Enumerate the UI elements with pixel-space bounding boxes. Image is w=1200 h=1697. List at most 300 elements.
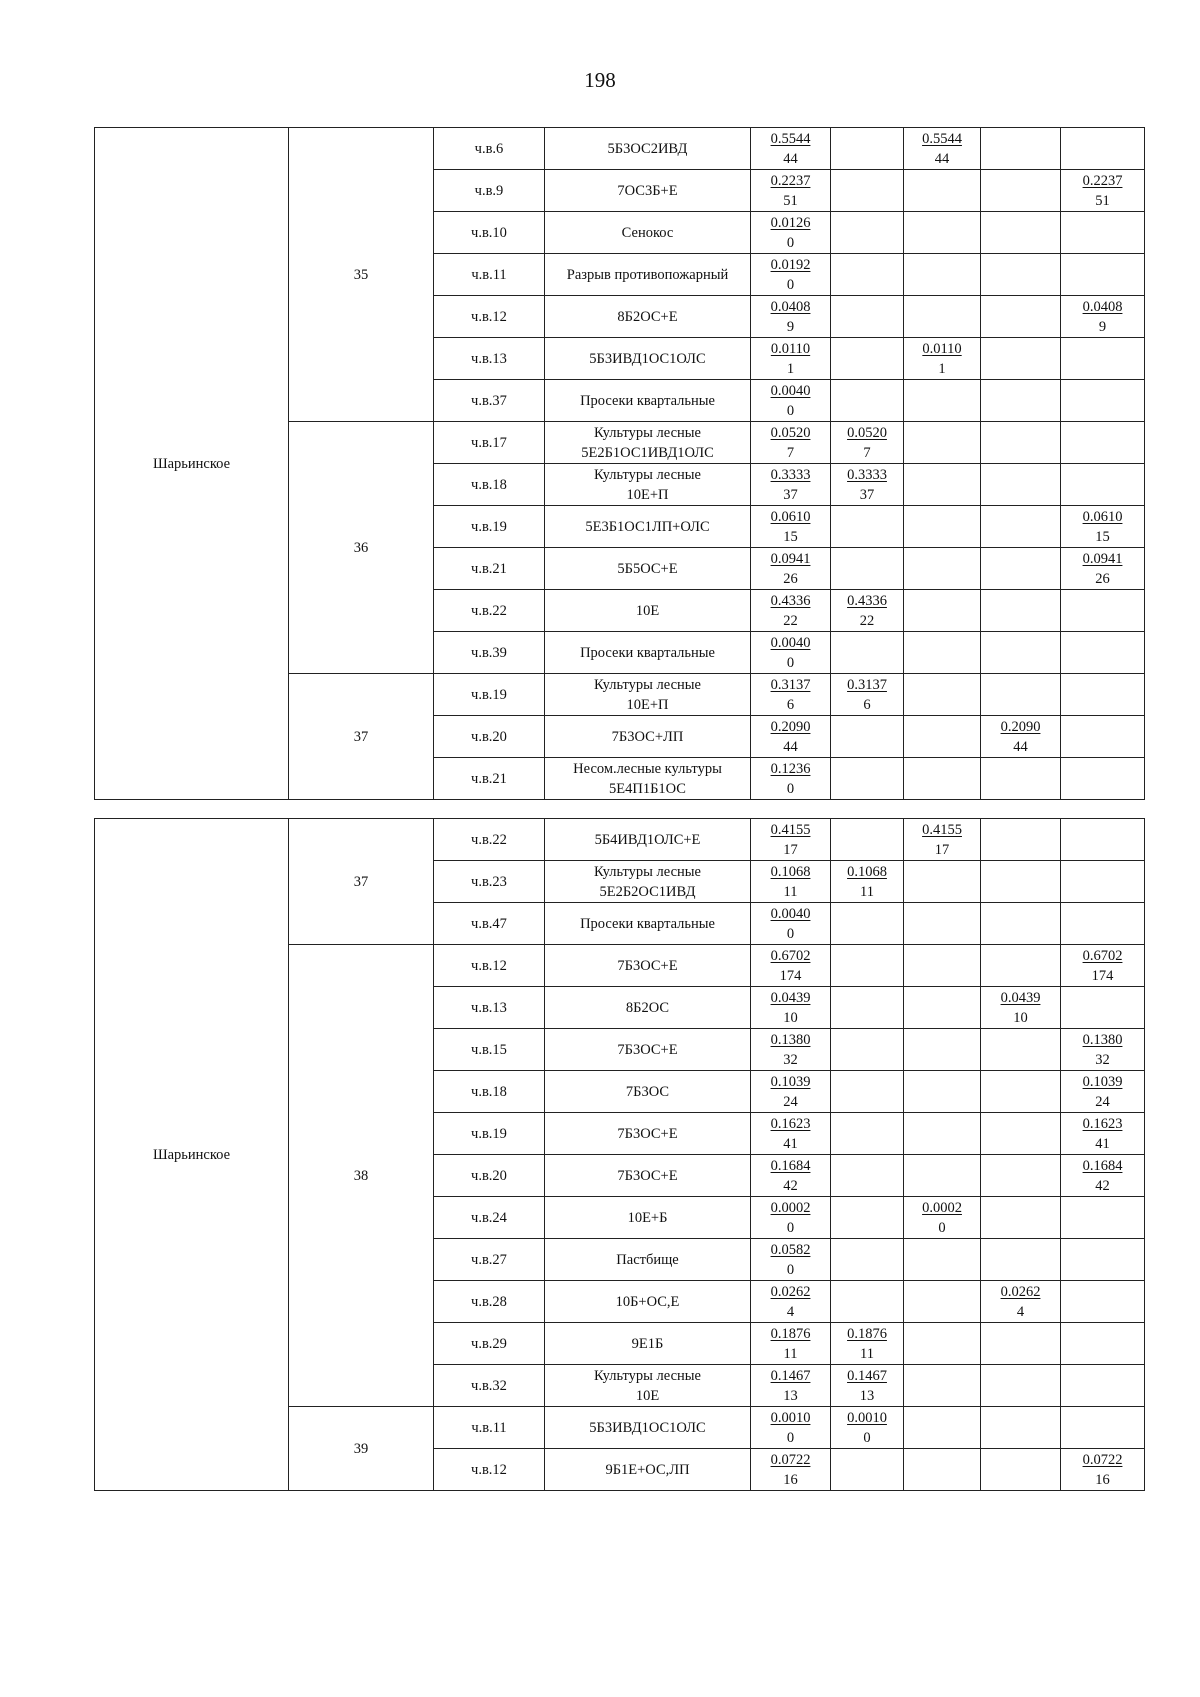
category-area-cell [831, 861, 904, 903]
area-hectares: 0.0520 [847, 424, 887, 441]
area-volume: 37 [783, 486, 798, 503]
area-fraction [771, 1408, 811, 1448]
category-area-cell [904, 1071, 981, 1113]
category-area-cell [1061, 1113, 1145, 1155]
composition-cell [545, 716, 751, 758]
category-area-cell [904, 716, 981, 758]
category-area-cell [904, 380, 981, 422]
category-area-cell [831, 296, 904, 338]
category-area-cell [981, 1155, 1061, 1197]
area-volume: 9 [786, 318, 795, 335]
area-fraction [1001, 1282, 1041, 1322]
composition-line: Просеки квартальные [580, 644, 715, 661]
area-volume: 37 [859, 486, 875, 503]
category-area-cell [904, 674, 981, 716]
category-area-cell [981, 1323, 1061, 1365]
area-hectares: 0.2237 [1082, 172, 1123, 189]
forestry-cell: Шарьинское [95, 128, 289, 800]
area-hectares: 0.1380 [770, 1031, 811, 1048]
area-hectares: 0.1380 [1082, 1031, 1123, 1048]
area-hectares: 0.0941 [1082, 550, 1123, 567]
total-area-cell [751, 338, 831, 380]
total-area-cell [751, 903, 831, 945]
total-area-cell [751, 1239, 831, 1281]
total-area-cell [751, 254, 831, 296]
category-area-cell [831, 1029, 904, 1071]
category-area-cell [981, 548, 1061, 590]
area-hectares: 0.2237 [770, 172, 811, 189]
area-hectares: 0.0722 [770, 1451, 811, 1468]
composition-line: Культуры лесные [594, 466, 701, 483]
composition-cell [545, 1071, 751, 1113]
area-volume: 0 [786, 1219, 795, 1236]
area-hectares: 0.1068 [770, 863, 811, 880]
area-volume: 11 [783, 1345, 798, 1362]
category-area-cell [981, 128, 1061, 170]
composition-cell [545, 632, 751, 674]
category-area-cell [981, 819, 1061, 861]
quarter-cell: 37 [289, 819, 434, 945]
area-volume: 16 [783, 1471, 798, 1488]
area-fraction [771, 1198, 811, 1238]
area-hectares: 0.0520 [770, 424, 811, 441]
category-area-cell [1061, 1239, 1145, 1281]
category-area-cell [1061, 1155, 1145, 1197]
area-volume: 17 [783, 841, 798, 858]
composition-cell [545, 1029, 751, 1071]
area-fraction [922, 129, 962, 169]
category-area-cell [1061, 758, 1145, 800]
area-hectares: 0.0126 [770, 214, 811, 231]
table-row [95, 819, 1145, 861]
area-hectares: 0.4336 [770, 592, 811, 609]
plot-cell: ч.в.12 [434, 1449, 545, 1491]
category-area-cell [981, 1113, 1061, 1155]
category-area-cell [831, 819, 904, 861]
plot-cell: ч.в.6 [434, 128, 545, 170]
category-area-cell [904, 903, 981, 945]
plot-cell: ч.в.28 [434, 1281, 545, 1323]
plot-cell: ч.в.18 [434, 464, 545, 506]
area-volume: 1 [786, 360, 795, 377]
category-area-cell [831, 422, 904, 464]
area-fraction [771, 297, 811, 337]
area-volume: 0 [786, 1261, 795, 1278]
category-area-cell [904, 254, 981, 296]
area-fraction [771, 1030, 811, 1070]
composition-cell [545, 758, 751, 800]
category-area-cell [904, 819, 981, 861]
area-volume: 51 [783, 192, 798, 209]
area-hectares: 0.4155 [922, 821, 962, 838]
category-area-cell [1061, 1323, 1145, 1365]
category-area-cell [904, 1113, 981, 1155]
total-area-cell [751, 422, 831, 464]
area-volume: 13 [859, 1387, 875, 1404]
composition-line: 5Б3ОС2ИВД [607, 140, 688, 157]
area-hectares: 0.4336 [847, 592, 887, 609]
area-volume: 15 [1095, 528, 1110, 545]
category-area-cell [981, 1365, 1061, 1407]
composition-cell [545, 506, 751, 548]
composition-line: Пастбище [616, 1251, 679, 1268]
forestry-cell: Шарьинское [95, 819, 289, 1491]
area-hectares: 0.1467 [770, 1367, 811, 1384]
area-fraction [847, 1324, 887, 1364]
area-hectares: 0.1236 [770, 760, 811, 777]
area-fraction [1083, 1030, 1123, 1070]
page-number: 198 [584, 68, 616, 92]
area-volume: 41 [783, 1135, 798, 1152]
category-area-cell [904, 632, 981, 674]
area-hectares: 0.1467 [847, 1367, 887, 1384]
area-volume: 0 [786, 780, 795, 797]
plot-cell: ч.в.19 [434, 674, 545, 716]
category-area-cell [831, 170, 904, 212]
composition-line: 7Б3ОС+Е [617, 957, 678, 974]
category-area-cell [831, 674, 904, 716]
category-area-cell [981, 632, 1061, 674]
area-hectares: 0.3333 [770, 466, 811, 483]
composition-cell [545, 861, 751, 903]
area-fraction [771, 1366, 811, 1406]
total-area-cell [751, 548, 831, 590]
area-hectares: 0.0040 [770, 905, 811, 922]
area-fraction [1083, 1450, 1123, 1490]
composition-cell [545, 464, 751, 506]
area-volume: 24 [783, 1093, 798, 1110]
area-volume: 44 [934, 150, 950, 167]
category-area-cell [831, 1197, 904, 1239]
area-hectares: 0.2090 [770, 718, 811, 735]
category-area-cell [831, 464, 904, 506]
composition-cell [545, 170, 751, 212]
area-volume: 41 [1095, 1135, 1110, 1152]
total-area-cell [751, 819, 831, 861]
area-hectares: 0.0110 [922, 340, 962, 357]
composition-cell [545, 1365, 751, 1407]
total-area-cell [751, 212, 831, 254]
area-hectares: 0.0010 [847, 1409, 887, 1426]
category-area-cell [981, 212, 1061, 254]
total-area-cell [751, 861, 831, 903]
area-fraction [771, 423, 811, 463]
category-area-cell [904, 464, 981, 506]
category-area-cell [831, 1323, 904, 1365]
composition-line: Просеки квартальные [580, 392, 715, 409]
category-area-cell [831, 1071, 904, 1113]
composition-line: 10Е+П [626, 486, 669, 503]
category-area-cell [831, 1365, 904, 1407]
category-area-cell [831, 1281, 904, 1323]
area-hectares: 0.4155 [770, 821, 811, 838]
plot-cell: ч.в.19 [434, 506, 545, 548]
category-area-cell [831, 1449, 904, 1491]
area-volume: 10 [783, 1009, 798, 1026]
area-fraction [771, 213, 811, 253]
composition-line: 7ОС3Б+Е [617, 182, 678, 199]
area-hectares: 0.6702 [1082, 947, 1123, 964]
composition-line: 5Б5ОС+Е [617, 560, 678, 577]
category-area-cell [831, 632, 904, 674]
category-area-cell [981, 987, 1061, 1029]
composition-line: Несом.лесные культуры [573, 760, 722, 777]
total-area-cell [751, 674, 831, 716]
area-volume: 7 [786, 444, 795, 461]
category-area-cell [831, 212, 904, 254]
area-fraction [771, 1114, 811, 1154]
area-fraction [771, 255, 811, 295]
category-area-cell [1061, 632, 1145, 674]
area-fraction [847, 862, 887, 902]
category-area-cell [831, 1407, 904, 1449]
category-area-cell [1061, 464, 1145, 506]
area-volume: 32 [1095, 1051, 1110, 1068]
plot-cell: ч.в.32 [434, 1365, 545, 1407]
category-area-cell [1061, 380, 1145, 422]
category-area-cell [904, 1239, 981, 1281]
total-area-cell [751, 716, 831, 758]
category-area-cell [904, 506, 981, 548]
plot-cell: ч.в.12 [434, 945, 545, 987]
area-volume: 42 [783, 1177, 798, 1194]
plot-cell: ч.в.22 [434, 590, 545, 632]
area-fraction [771, 171, 811, 211]
category-area-cell [1061, 128, 1145, 170]
composition-cell [545, 945, 751, 987]
category-area-cell [831, 1113, 904, 1155]
category-area-cell [831, 548, 904, 590]
category-area-cell [981, 903, 1061, 945]
category-area-cell [981, 945, 1061, 987]
total-area-cell [751, 945, 831, 987]
composition-line: 10Е [635, 602, 660, 619]
total-area-cell [751, 987, 831, 1029]
forest-table [94, 818, 1145, 1491]
area-fraction [771, 549, 811, 589]
composition-line: 9Е1Б [631, 1335, 664, 1352]
plot-cell: ч.в.12 [434, 296, 545, 338]
category-area-cell [904, 1155, 981, 1197]
area-fraction [771, 1240, 811, 1280]
area-fraction [771, 1156, 811, 1196]
category-area-cell [904, 422, 981, 464]
category-area-cell [904, 1281, 981, 1323]
category-area-cell [904, 758, 981, 800]
total-area-cell [751, 1365, 831, 1407]
area-fraction [1083, 549, 1123, 589]
category-area-cell [904, 1449, 981, 1491]
category-area-cell [981, 380, 1061, 422]
area-hectares: 0.6702 [770, 947, 811, 964]
area-fraction [771, 339, 810, 379]
area-hectares: 0.1623 [1082, 1115, 1123, 1132]
composition-line: Культуры лесные [594, 863, 701, 880]
plot-cell: ч.в.17 [434, 422, 545, 464]
area-volume: 4 [786, 1303, 795, 1320]
area-hectares: 0.1684 [1082, 1157, 1123, 1174]
area-volume: 0 [786, 654, 795, 671]
composition-cell [545, 212, 751, 254]
area-hectares: 0.0040 [770, 634, 811, 651]
category-area-cell [1061, 212, 1145, 254]
category-area-cell [831, 1155, 904, 1197]
plot-cell: ч.в.20 [434, 1155, 545, 1197]
composition-cell [545, 1239, 751, 1281]
category-area-cell [981, 506, 1061, 548]
area-fraction [1083, 507, 1123, 547]
category-area-cell [904, 861, 981, 903]
composition-line: 7Б3ОС+ЛП [611, 728, 684, 745]
plot-cell: ч.в.20 [434, 716, 545, 758]
area-hectares: 0.0582 [770, 1241, 811, 1258]
area-fraction [771, 1282, 811, 1322]
category-area-cell [831, 590, 904, 632]
area-volume: 10 [1013, 1009, 1028, 1026]
composition-line: 7Б3ОС+Е [617, 1041, 678, 1058]
composition-line: Культуры лесные [594, 424, 701, 441]
area-hectares: 0.0110 [770, 340, 811, 357]
area-hectares: 0.0040 [770, 382, 811, 399]
composition-cell [545, 1407, 751, 1449]
composition-line: 10Е+П [626, 696, 669, 713]
category-area-cell [981, 1239, 1061, 1281]
category-area-cell [1061, 819, 1145, 861]
area-hectares: 0.2090 [1000, 718, 1041, 735]
quarter-cell: 37 [289, 674, 434, 800]
category-area-cell [831, 987, 904, 1029]
composition-line: 5Е4П1Б1ОС [609, 780, 686, 797]
category-area-cell [831, 254, 904, 296]
composition-line: 5Е2Б2ОС1ИВД [599, 883, 696, 900]
category-area-cell [904, 338, 981, 380]
area-volume: 44 [1013, 738, 1028, 755]
total-area-cell [751, 590, 831, 632]
area-volume: 42 [1095, 1177, 1110, 1194]
area-volume: 32 [783, 1051, 798, 1068]
area-hectares: 0.1039 [1082, 1073, 1123, 1090]
category-area-cell [981, 1197, 1061, 1239]
total-area-cell [751, 758, 831, 800]
area-fraction [771, 946, 811, 986]
area-hectares: 0.0002 [770, 1199, 811, 1216]
category-area-cell [904, 945, 981, 987]
area-volume: 4 [1016, 1303, 1025, 1320]
area-volume: 7 [863, 444, 871, 461]
category-area-cell [1061, 1449, 1145, 1491]
area-fraction [771, 904, 811, 944]
plot-cell: ч.в.15 [434, 1029, 545, 1071]
category-area-cell [831, 338, 904, 380]
area-volume: 44 [783, 738, 798, 755]
area-volume: 1 [938, 360, 946, 377]
category-area-cell [904, 1365, 981, 1407]
composition-cell [545, 338, 751, 380]
total-area-cell [751, 632, 831, 674]
category-area-cell [904, 170, 981, 212]
area-fraction [771, 381, 811, 421]
category-area-cell [981, 338, 1061, 380]
area-fraction [771, 507, 811, 547]
composition-line: 5Е2Б1ОС1ИВД1ОЛС [581, 444, 714, 461]
area-hectares: 0.0941 [770, 550, 811, 567]
composition-line: 7Б3ОС+Е [617, 1167, 678, 1184]
composition-cell [545, 380, 751, 422]
total-area-cell [751, 170, 831, 212]
total-area-cell [751, 464, 831, 506]
area-volume: 6 [863, 696, 871, 713]
area-volume: 11 [860, 1345, 874, 1362]
area-volume: 15 [783, 528, 798, 545]
category-area-cell [981, 1029, 1061, 1071]
category-area-cell [1061, 170, 1145, 212]
area-volume: 26 [1095, 570, 1110, 587]
quarter-cell: 39 [289, 1407, 434, 1491]
plot-cell: ч.в.11 [434, 1407, 545, 1449]
plot-cell: ч.в.11 [434, 254, 545, 296]
area-fraction [922, 820, 962, 860]
category-area-cell [981, 716, 1061, 758]
area-fraction [1083, 1156, 1123, 1196]
category-area-cell [1061, 296, 1145, 338]
category-area-cell [904, 1323, 981, 1365]
category-area-cell [981, 758, 1061, 800]
composition-cell [545, 254, 751, 296]
total-area-cell [751, 1197, 831, 1239]
composition-line: Культуры лесные [594, 1367, 701, 1384]
area-volume: 174 [779, 967, 802, 984]
area-fraction [771, 988, 811, 1028]
area-hectares: 0.0192 [770, 256, 811, 273]
area-hectares: 0.1876 [770, 1325, 811, 1342]
composition-line: Культуры лесные [594, 676, 701, 693]
area-volume: 11 [860, 883, 874, 900]
area-hectares: 0.0408 [770, 298, 811, 315]
area-volume: 0 [863, 1429, 871, 1446]
category-area-cell [831, 716, 904, 758]
area-volume: 6 [786, 696, 795, 713]
plot-cell: ч.в.23 [434, 861, 545, 903]
area-hectares: 0.0610 [1082, 508, 1123, 525]
area-hectares: 0.0010 [770, 1409, 811, 1426]
category-area-cell [981, 674, 1061, 716]
category-area-cell [1061, 1365, 1145, 1407]
category-area-cell [1061, 945, 1145, 987]
area-hectares: 0.0262 [770, 1283, 811, 1300]
area-hectares: 0.0439 [770, 989, 811, 1006]
category-area-cell [831, 758, 904, 800]
total-area-cell [751, 506, 831, 548]
category-area-cell [904, 987, 981, 1029]
category-area-cell [831, 1239, 904, 1281]
plot-cell: ч.в.21 [434, 758, 545, 800]
area-volume: 0 [786, 276, 795, 293]
plot-cell: ч.в.10 [434, 212, 545, 254]
area-fraction [771, 633, 811, 673]
total-area-cell [751, 1323, 831, 1365]
area-fraction [847, 675, 887, 715]
category-area-cell [904, 1197, 981, 1239]
category-area-cell [1061, 1197, 1145, 1239]
composition-line: 7Б3ОС [625, 1083, 670, 1100]
composition-line: 10Е [635, 1387, 660, 1404]
area-hectares: 0.0408 [1082, 298, 1123, 315]
area-fraction [922, 1198, 962, 1238]
category-area-cell [981, 1449, 1061, 1491]
category-area-cell [981, 170, 1061, 212]
composition-cell [545, 1197, 751, 1239]
composition-line: 5Б3ИВД1ОС1ОЛС [589, 350, 706, 367]
